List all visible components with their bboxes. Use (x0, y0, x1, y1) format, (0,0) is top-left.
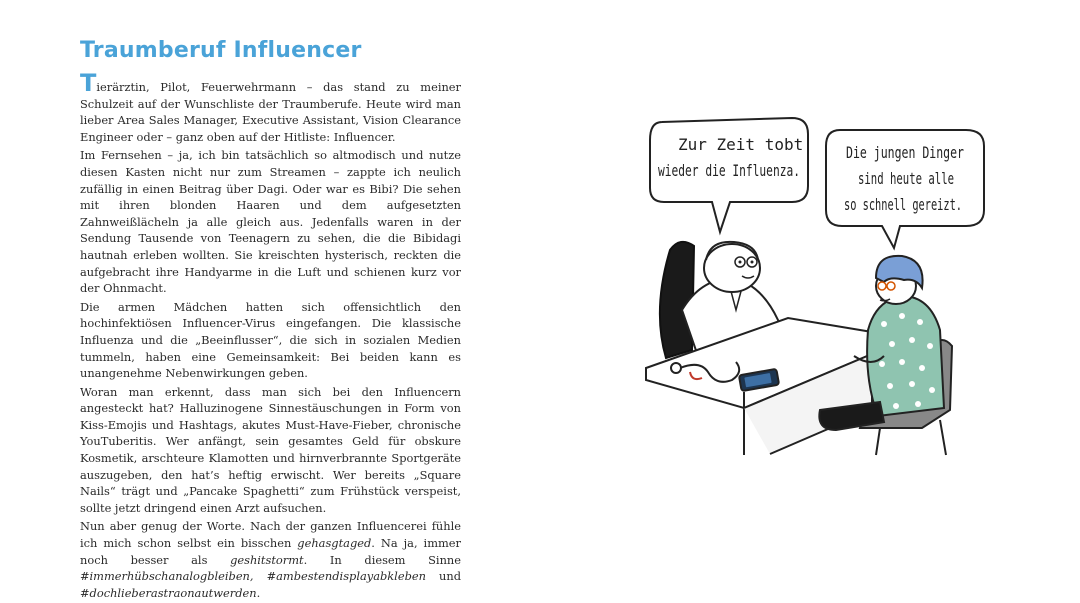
paragraph-1-text: ierärztin, Pilot, Feuerwehrmann – das stand zu meiner Schulzeit auf der Wunschliste der Traumberufe. Heute wird man lieber Area Sales Manager, Executive Assistant, Vision Clearance Engineer oder – ganz oben auf der Hitliste: Influencer. (80, 80, 461, 144)
cartoon-illustration (640, 110, 1000, 455)
paragraph-3: Die armen Mädchen hatten sich offensichtlich den hochinfektiösen Influencer-Virus eingefangen. Die klassische Influenza und die „Beeinflusser“, die sich in sozialen Medien tummeln, haben eine Gemeinsamkeit: Bei beiden kann es unangenehme Nebenwirkungen geben. (80, 299, 461, 381)
paragraph-5 (80, 518, 461, 601)
patient-bubble-line-2: sind heute alle (858, 169, 954, 188)
paragraph-1 (80, 69, 461, 145)
p5-part-d: und (425, 569, 461, 584)
paragraph-4: Woran man erkennt, dass man sich bei den Influencern angesteckt hat? Halluzinogene Sinnestäuschungen in Form von Kiss-Emojis und Hashtags, akutes Must-Have-Fieber, chronische YouTuberitis. Wer anfängt, sein gesamtes Geld für obskure Kosmetik, arschteure Klamotten und hirnverbrannte Sportgeräte auszugeben, den hat’s heftig erwischt. Wer bereits „Square Nails“ trägt und „Pancake Spaghetti“ zum Frühstück verspeist, sollte jetzt dringend einen Arzt aufsuchen. (80, 384, 461, 515)
article-title: Traumberuf Influencer (80, 38, 362, 63)
p5-part-a: Nun aber genug der Worte. Nach der ganzen Influencerei fühle ich mich schon selbst ein bisschen (80, 519, 461, 551)
p5-part-e: . (256, 585, 261, 600)
p5-part-c: . In diesem Sinne (303, 552, 461, 567)
p5-italic-1: gehasgtaged (297, 536, 372, 551)
doctor-speech-bubble (650, 118, 808, 232)
p5-italic-2: geshitstormt (230, 552, 304, 567)
p5-italic-4: #dochlieberastraonautwerden (80, 585, 257, 600)
patient-bubble-line-1: Die jungen Dinger (846, 143, 965, 162)
patient-bubble-line-3: so schnell gereizt. (844, 195, 962, 214)
p5-part-b: . Na ja, immer noch besser als (80, 536, 461, 567)
doctor-bubble-line-2: wieder die Influenza. (658, 161, 800, 180)
article (80, 38, 461, 603)
drop-cap: T (80, 69, 97, 97)
p5-italic-3: #immerhübschanalogbleiben, #ambestendisplayabkleben (80, 569, 426, 584)
patient-speech-bubble (826, 130, 984, 248)
paragraph-2: Im Fernsehen – ja, ich bin tatsächlich so altmodisch und nutze diesen Kasten nicht nur zum Streamen – zappte ich neulich zufällig in einen Beitrag über Dagi. Oder war es Bibi? Die sehen mit ihren blonden Haaren und dem aufgesetzten Zahnweißlächeln ja alle gleich aus. Jedenfalls waren in der Sendung Tausende von Teenagern zu sehen, die die Bibidagi hautnah erleben wollten. Sie kreischten hysterisch, reckten die aufgebracht ihre Handyarme in die Luft und schienen kurz vor der Ohnmacht. (80, 148, 461, 296)
doctor-bubble-line-1: Zur Zeit tobt (678, 135, 804, 154)
